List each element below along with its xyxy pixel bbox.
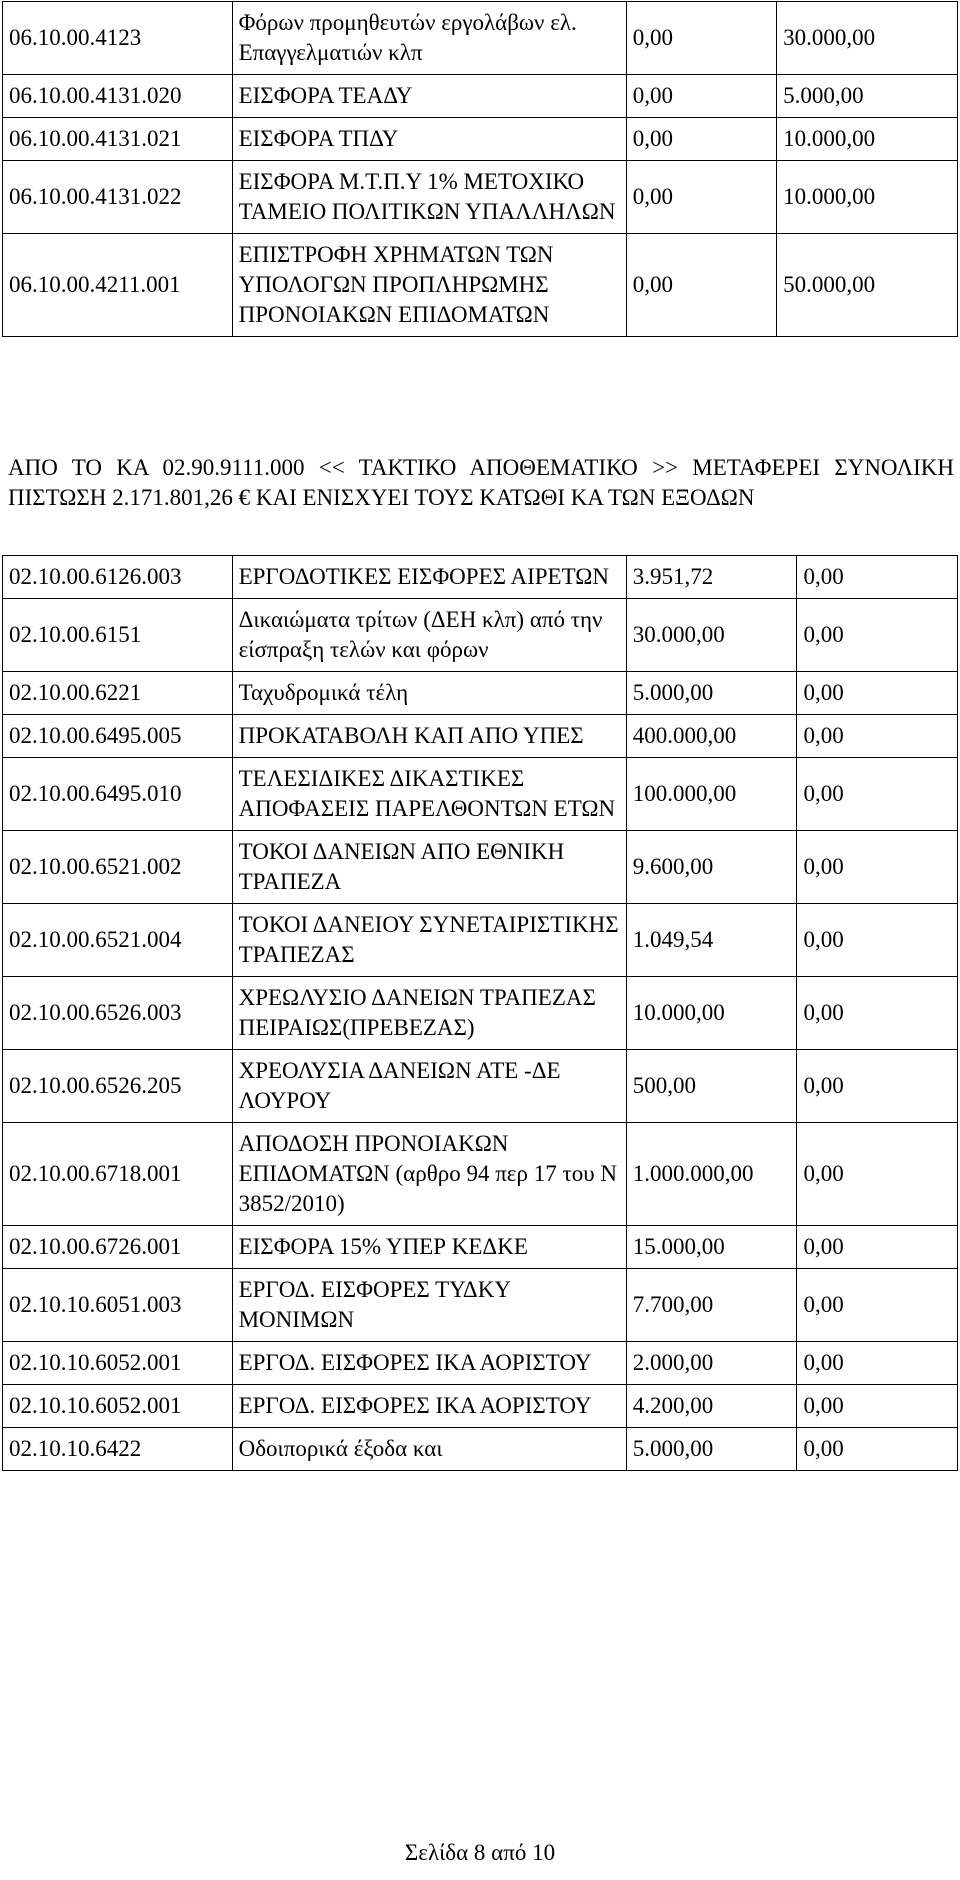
account-code-cell: 02.10.10.6422 (3, 1428, 233, 1471)
amount-cell: 0,00 (797, 556, 958, 599)
amount-cell: 0,00 (626, 234, 776, 337)
description-cell: ΧΡΕΩΛΥΣΙΟ ΔΑΝΕΙΩΝ ΤΡΑΠΕΖΑΣ ΠΕΙΡΑΙΩΣ(ΠΡΕΒΕΖΑΣ) (232, 977, 626, 1050)
amount-cell: 0,00 (797, 977, 958, 1050)
description-cell: ΕΡΓΟΔ. ΕΙΣΦΟΡΕΣ ΙΚΑ ΑΟΡΙΣΤΟΥ (232, 1342, 626, 1385)
amount-cell: 500,00 (626, 1050, 797, 1123)
table-row (3, 1385, 958, 1428)
account-code-cell: 02.10.00.6526.205 (3, 1050, 233, 1123)
table-row (3, 1123, 958, 1226)
description-cell: ΧΡΕΟΛΥΣΙΑ ΔΑΝΕΙΩΝ ΑΤΕ -ΔΕ ΛΟΥΡΟΥ (232, 1050, 626, 1123)
amount-cell: 0,00 (797, 1428, 958, 1471)
description-cell: ΕΙΣΦΟΡΑ Μ.Τ.Π.Υ 1% ΜΕΤΟΧΙΚΟ ΤΑΜΕΙΟ ΠΟΛΙΤΙΚΩΝ ΥΠΑΛΛΗΛΩΝ (232, 161, 626, 234)
amount-cell: 5.000,00 (777, 75, 958, 118)
account-code-cell: 02.10.00.6495.005 (3, 715, 233, 758)
amount-cell: 0,00 (626, 75, 776, 118)
table-row (3, 75, 958, 118)
amount-cell: 0,00 (797, 1342, 958, 1385)
table-row (3, 977, 958, 1050)
account-code-cell: 02.10.00.6151 (3, 599, 233, 672)
account-code-cell: 02.10.10.6052.001 (3, 1385, 233, 1428)
account-code-cell: 06.10.00.4131.020 (3, 75, 233, 118)
budget-table-top (2, 1, 958, 337)
amount-cell: 0,00 (797, 1226, 958, 1269)
amount-cell: 4.200,00 (626, 1385, 797, 1428)
amount-cell: 0,00 (797, 758, 958, 831)
budget-table-bottom (2, 555, 958, 1471)
description-cell: ΕΡΓΟΔΟΤΙΚΕΣ ΕΙΣΦΟΡΕΣ ΑΙΡΕΤΩΝ (232, 556, 626, 599)
amount-cell: 100.000,00 (626, 758, 797, 831)
amount-cell: 0,00 (797, 672, 958, 715)
description-cell: ΑΠΟΔΟΣΗ ΠΡΟΝΟΙΑΚΩΝ ΕΠΙΔΟΜΑΤΩΝ (αρθρο 94 περ 17 του Ν 3852/2010) (232, 1123, 626, 1226)
account-code-cell: 02.10.00.6521.002 (3, 831, 233, 904)
amount-cell: 0,00 (797, 599, 958, 672)
table-row (3, 672, 958, 715)
table-row (3, 599, 958, 672)
table-row (3, 831, 958, 904)
amount-cell: 0,00 (797, 1050, 958, 1123)
account-code-cell: 02.10.00.6718.001 (3, 1123, 233, 1226)
description-cell: Οδοιπορικά έξοδα και (232, 1428, 626, 1471)
account-code-cell: 02.10.00.6221 (3, 672, 233, 715)
amount-cell: 30.000,00 (626, 599, 797, 672)
amount-cell: 5.000,00 (626, 672, 797, 715)
amount-cell: 0,00 (626, 118, 776, 161)
table-row (3, 1428, 958, 1471)
description-cell: ΤΟΚΟΙ ΔΑΝΕΙΟΥ ΣΥΝΕΤΑΙΡΙΣΤΙΚΗΣ ΤΡΑΠΕΖΑΣ (232, 904, 626, 977)
amount-cell: 10.000,00 (777, 161, 958, 234)
amount-cell: 0,00 (797, 1269, 958, 1342)
amount-cell: 0,00 (797, 831, 958, 904)
amount-cell: 30.000,00 (777, 2, 958, 75)
amount-cell: 0,00 (797, 1123, 958, 1226)
amount-cell: 1.000.000,00 (626, 1123, 797, 1226)
account-code-cell: 02.10.00.6521.004 (3, 904, 233, 977)
amount-cell: 10.000,00 (626, 977, 797, 1050)
table-row (3, 715, 958, 758)
amount-cell: 7.700,00 (626, 1269, 797, 1342)
account-code-cell: 02.10.10.6052.001 (3, 1342, 233, 1385)
transfer-note: ΑΠΟ ΤΟ ΚΑ 02.90.9111.000 << ΤΑΚΤΙΚΟ ΑΠΟΘΕΜΑΤΙΚΟ >> ΜΕΤΑΦΕΡΕΙ ΣΥΝΟΛΙΚΗ ΠΙΣΤΩΣΗ 2.171.801,26 € ΚΑΙ ΕΝΙΣΧΥΕΙ ΤΟΥΣ ΚΑΤΩΘΙ ΚΑ ΤΩΝ ΕΞΟΔΩΝ (8, 455, 954, 510)
table-row (3, 1050, 958, 1123)
description-cell: ΕΙΣΦΟΡΑ 15% ΥΠΕΡ ΚΕΔΚΕ (232, 1226, 626, 1269)
table-row (3, 234, 958, 337)
amount-cell: 0,00 (797, 904, 958, 977)
account-code-cell: 06.10.00.4131.021 (3, 118, 233, 161)
amount-cell: 0,00 (797, 1385, 958, 1428)
amount-cell: 50.000,00 (777, 234, 958, 337)
description-cell: ΠΡΟΚΑΤΑΒΟΛΗ ΚΑΠ ΑΠΟ ΥΠΕΣ (232, 715, 626, 758)
account-code-cell: 02.10.00.6726.001 (3, 1226, 233, 1269)
description-cell: ΕΙΣΦΟΡΑ ΤΕΑΔΥ (232, 75, 626, 118)
page-number: Σελίδα 8 από 10 (404, 1840, 556, 1865)
table-row (3, 2, 958, 75)
description-cell: ΕΡΓΟΔ. ΕΙΣΦΟΡΕΣ ΤΥΔΚΥ ΜΟΝΙΜΩΝ (232, 1269, 626, 1342)
description-cell: ΕΡΓΟΔ. ΕΙΣΦΟΡΕΣ ΙΚΑ ΑΟΡΙΣΤΟΥ (232, 1385, 626, 1428)
table-row (3, 1269, 958, 1342)
account-code-cell: 02.10.10.6051.003 (3, 1269, 233, 1342)
amount-cell: 3.951,72 (626, 556, 797, 599)
amount-cell: 9.600,00 (626, 831, 797, 904)
description-cell: Φόρων προμηθευτών εργολάβων ελ. Επαγγελματιών κλπ (232, 2, 626, 75)
description-cell: ΕΠΙΣΤΡΟΦΗ ΧΡΗΜΑΤΩΝ ΤΩΝ ΥΠΟΛΟΓΩΝ ΠΡΟΠΛΗΡΩΜΗΣ ΠΡΟΝΟΙΑΚΩΝ ΕΠΙΔΟΜΑΤΩΝ (232, 234, 626, 337)
amount-cell: 0,00 (797, 715, 958, 758)
amount-cell: 10.000,00 (777, 118, 958, 161)
account-code-cell: 02.10.00.6526.003 (3, 977, 233, 1050)
amount-cell: 5.000,00 (626, 1428, 797, 1471)
description-cell: Δικαιώματα τρίτων (ΔΕΗ κλπ) από την είσπραξη τελών και φόρων (232, 599, 626, 672)
table-row (3, 556, 958, 599)
amount-cell: 2.000,00 (626, 1342, 797, 1385)
table-row (3, 118, 958, 161)
description-cell: ΤΕΛΕΣΙΔΙΚΕΣ ΔΙΚΑΣΤΙΚΕΣ ΑΠΟΦΑΣΕΙΣ ΠΑΡΕΛΘΟΝΤΩΝ ΕΤΩΝ (232, 758, 626, 831)
amount-cell: 0,00 (626, 2, 776, 75)
account-code-cell: 02.10.00.6126.003 (3, 556, 233, 599)
account-code-cell: 02.10.00.6495.010 (3, 758, 233, 831)
amount-cell: 15.000,00 (626, 1226, 797, 1269)
table-row (3, 904, 958, 977)
table-row (3, 1342, 958, 1385)
table-row (3, 1226, 958, 1269)
description-cell: ΤΟΚΟΙ ΔΑΝΕΙΩΝ ΑΠΟ ΕΘΝΙΚΗ ΤΡΑΠΕΖΑ (232, 831, 626, 904)
description-cell: Ταχυδρομικά τέλη (232, 672, 626, 715)
account-code-cell: 06.10.00.4131.022 (3, 161, 233, 234)
account-code-cell: 06.10.00.4123 (3, 2, 233, 75)
amount-cell: 400.000,00 (626, 715, 797, 758)
table-row (3, 161, 958, 234)
amount-cell: 0,00 (626, 161, 776, 234)
amount-cell: 1.049,54 (626, 904, 797, 977)
table-row (3, 758, 958, 831)
account-code-cell: 06.10.00.4211.001 (3, 234, 233, 337)
description-cell: ΕΙΣΦΟΡΑ ΤΠΔΥ (232, 118, 626, 161)
